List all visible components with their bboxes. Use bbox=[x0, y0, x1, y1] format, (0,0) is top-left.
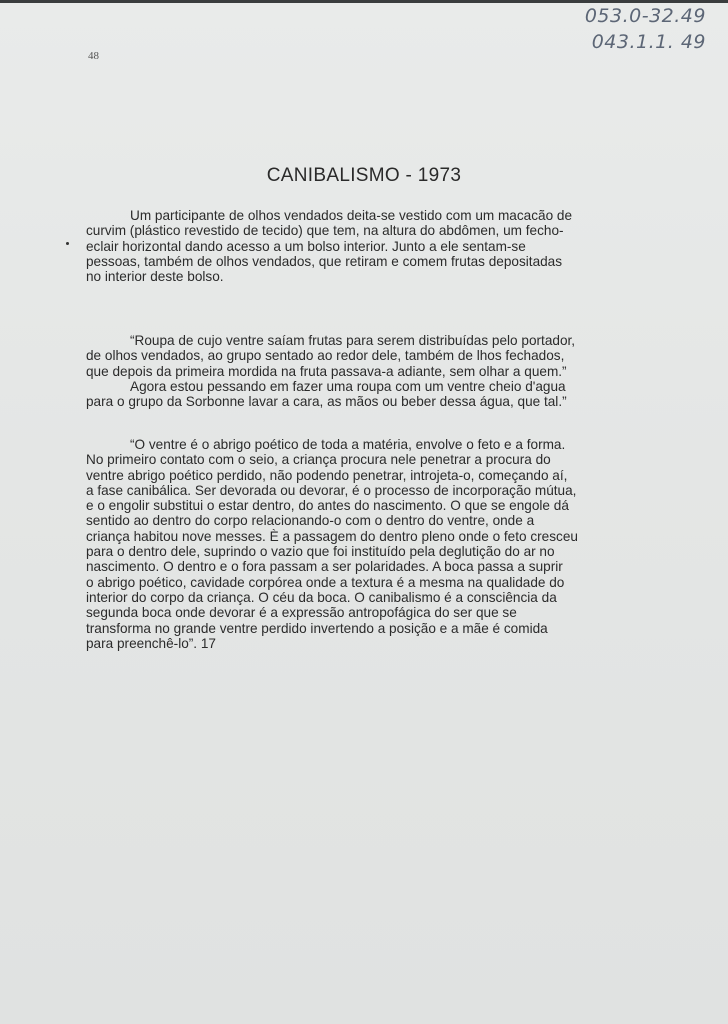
text-line: “O ventre é o abrigo poético de toda a matéria, envolve o feto e a forma. bbox=[130, 437, 566, 452]
text-line: para preenchê-lo”. 17 bbox=[86, 635, 216, 651]
text-line: ventre abrigo poético perdido, não podendo penetrar, introjeta-o, começando aí, bbox=[86, 467, 568, 483]
text-line: “Roupa de cujo ventre saíam frutas para serem distribuídas pelo portador, bbox=[130, 333, 576, 348]
text-line: criança habitou nove messes. È a passagem do dentro pleno onde o feto cresceu bbox=[86, 528, 578, 544]
text-line: para o grupo da Sorbonne lavar a cara, as mãos ou beber dessa água, que tal.” bbox=[86, 394, 567, 410]
text-line: transforma no grande ventre perdido invertendo a posição e a mãe é comida bbox=[86, 620, 548, 636]
text-line: pessoas, também de olhos vendados, que retiram e comem frutas depositadas bbox=[86, 253, 563, 269]
text-line: Agora estou pessando em fazer uma roupa com um ventre cheio d'agua bbox=[130, 378, 566, 394]
text-line: que depois da primeira mordida na fruta passava-a adiante, sem olhar a quem.” bbox=[86, 363, 567, 379]
text-line: No primeiro contato com o seio, a criança procura nele penetrar a procura do bbox=[86, 452, 551, 468]
quote-roupa bbox=[86, 333, 626, 409]
text-line: interior do corpo da criança. O céu da boca. O canibalismo é a consciência da bbox=[86, 589, 557, 605]
quote-ventre bbox=[86, 437, 626, 651]
handwritten-code-2: 043.1.1. 49 bbox=[591, 31, 706, 53]
handwritten-archive-codes bbox=[556, 3, 706, 55]
text-line: nascimento. O dentro e o fora passam a ser polaridades. A boca passa a suprir bbox=[86, 559, 563, 575]
paragraph-description bbox=[86, 208, 626, 284]
text-line: a fase canibálica. Ser devorada ou devorar, é o processo de incorporação mútua, bbox=[86, 482, 577, 498]
handwritten-code-1: 053.0-32.49 bbox=[584, 5, 706, 27]
text-line: e o engolir substitui o estar dentro, do antes do nascimento. O que se engole dá bbox=[86, 498, 569, 514]
text-line: curvim (plástico revestido de tecido) que tem, na altura do abdômen, um fecho- bbox=[86, 223, 564, 239]
text-line: o abrigo poético, cavidade corpórea onde a textura é a mesma na qualidade do bbox=[86, 574, 565, 590]
text-line: segunda boca onde devorar é a expressão antropofágica do ser que se bbox=[86, 605, 517, 621]
text-line: de olhos vendados, ao grupo sentado ao redor dele, também de lhos fechados, bbox=[86, 348, 565, 364]
text-line: eclair horizontal dando acesso a um bolso interior. Junto a ele sentam-se bbox=[86, 238, 526, 254]
text-line: Um participante de olhos vendados deita-se vestido com um macacão de bbox=[130, 208, 573, 223]
document-title: CANIBALISMO - 1973 bbox=[266, 165, 462, 186]
stray-ink-mark bbox=[66, 242, 69, 245]
page-number: 48 bbox=[88, 50, 99, 62]
text-line: sentido ao dentro do corpo relacionando-o com o dentro do ventre, onde a bbox=[86, 513, 535, 529]
text-line: no interior deste bolso. bbox=[86, 269, 224, 285]
text-line: para o dentro dele, suprindo o vazio que foi instituído pela deglutição do ar no bbox=[86, 544, 555, 560]
document-page bbox=[0, 3, 728, 1024]
